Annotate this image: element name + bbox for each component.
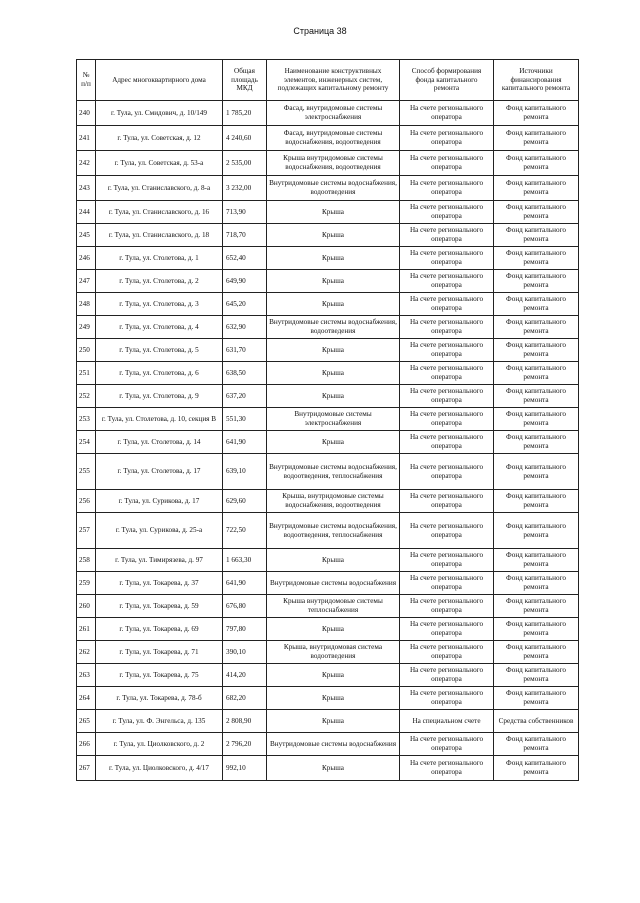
- cell-method: На счете регионального оператора: [400, 201, 494, 224]
- table-row: [77, 339, 579, 362]
- cell-method: На счете регионального оператора: [400, 431, 494, 454]
- cell-num: 251: [77, 362, 96, 385]
- cell-source: Фонд капитального ремонта: [494, 431, 579, 454]
- cell-num: 259: [77, 572, 96, 595]
- cell-method: На счете регионального оператора: [400, 549, 494, 572]
- cell-num: 255: [77, 454, 96, 490]
- cell-address: г. Тула, ул. Столетова, д. 1: [96, 247, 223, 270]
- cell-address: г. Тула, ул. Станиславского, д. 8-а: [96, 176, 223, 201]
- cell-source: Фонд капитального ремонта: [494, 664, 579, 687]
- cell-address: г. Тула, ул. Советская, д. 53-а: [96, 151, 223, 176]
- cell-area: 551,30: [223, 408, 267, 431]
- cell-source: Фонд капитального ремонта: [494, 454, 579, 490]
- cell-num: 261: [77, 618, 96, 641]
- cell-area: 676,80: [223, 595, 267, 618]
- cell-method: На счете регионального оператора: [400, 572, 494, 595]
- cell-address: г. Тула, ул. Советская, д. 12: [96, 126, 223, 151]
- table-row: [77, 756, 579, 781]
- cell-elements: Внутридомовые системы водоснабжения: [267, 572, 400, 595]
- table-row: [77, 595, 579, 618]
- header-elements: Наименование конструктивных элементов, инженерных систем, подлежащих капитальному ремонту: [267, 60, 400, 101]
- cell-area: 645,20: [223, 293, 267, 316]
- cell-address: г. Тула, ул. Столетова, д. 5: [96, 339, 223, 362]
- cell-method: На счете регионального оператора: [400, 339, 494, 362]
- cell-source: Фонд капитального ремонта: [494, 316, 579, 339]
- cell-source: Фонд капитального ремонта: [494, 362, 579, 385]
- table-row: [77, 408, 579, 431]
- table-row: [77, 247, 579, 270]
- cell-source: Фонд капитального ремонта: [494, 201, 579, 224]
- cell-num: 262: [77, 641, 96, 664]
- cell-source: Фонд капитального ремонта: [494, 513, 579, 549]
- cell-source: Фонд капитального ремонта: [494, 151, 579, 176]
- table-row: [77, 572, 579, 595]
- cell-area: 638,50: [223, 362, 267, 385]
- cell-num: 247: [77, 270, 96, 293]
- header-address: Адрес многоквартирного дома: [96, 60, 223, 101]
- cell-method: На счете регионального оператора: [400, 224, 494, 247]
- table-row: [77, 101, 579, 126]
- cell-num: 248: [77, 293, 96, 316]
- cell-area: 631,70: [223, 339, 267, 362]
- cell-method: На счете регионального оператора: [400, 641, 494, 664]
- table-row: [77, 664, 579, 687]
- cell-num: 252: [77, 385, 96, 408]
- cell-num: 257: [77, 513, 96, 549]
- cell-area: 718,70: [223, 224, 267, 247]
- cell-elements: Внутридомовые системы водоснабжения: [267, 733, 400, 756]
- cell-num: 253: [77, 408, 96, 431]
- cell-method: На счете регионального оператора: [400, 595, 494, 618]
- cell-address: г. Тула, ул. Столетова, д. 6: [96, 362, 223, 385]
- cell-num: 265: [77, 710, 96, 733]
- cell-source: Фонд капитального ремонта: [494, 408, 579, 431]
- cell-num: 249: [77, 316, 96, 339]
- cell-area: 1 785,20: [223, 101, 267, 126]
- cell-address: г. Тула, ул. Циолковского, д. 2: [96, 733, 223, 756]
- cell-area: 3 232,00: [223, 176, 267, 201]
- cell-method: На счете регионального оператора: [400, 126, 494, 151]
- table-row: [77, 641, 579, 664]
- cell-elements: Крыша: [267, 247, 400, 270]
- cell-area: 4 240,60: [223, 126, 267, 151]
- cell-area: 641,90: [223, 572, 267, 595]
- cell-elements: Крыша: [267, 687, 400, 710]
- cell-source: Фонд капитального ремонта: [494, 618, 579, 641]
- table-row: [77, 733, 579, 756]
- table-row: [77, 176, 579, 201]
- cell-elements: Внутридомовые системы электроснабжения: [267, 408, 400, 431]
- table-row: [77, 362, 579, 385]
- cell-num: 267: [77, 756, 96, 781]
- cell-method: На счете регионального оператора: [400, 454, 494, 490]
- header-source: Источники финансирования капитального ремонта: [494, 60, 579, 101]
- cell-area: 637,20: [223, 385, 267, 408]
- cell-address: г. Тула, ул. Токарева, д. 75: [96, 664, 223, 687]
- cell-elements: Крыша: [267, 385, 400, 408]
- cell-elements: Внутридомовые системы водоснабжения, водоотведения, теплоснабжения: [267, 513, 400, 549]
- cell-method: На счете регионального оператора: [400, 687, 494, 710]
- cell-address: г. Тула, ул. Столетова, д. 14: [96, 431, 223, 454]
- cell-elements: Внутридомовые системы водоснабжения, водоотведения, теплоснабжения: [267, 454, 400, 490]
- table-row: [77, 454, 579, 490]
- cell-address: г. Тула, ул. Ф. Энгельса, д. 135: [96, 710, 223, 733]
- table-row: [77, 270, 579, 293]
- cell-address: г. Тула, ул. Столетова, д. 17: [96, 454, 223, 490]
- cell-method: На счете регионального оператора: [400, 756, 494, 781]
- cell-method: На счете регионального оператора: [400, 664, 494, 687]
- cell-num: 243: [77, 176, 96, 201]
- table-row: [77, 490, 579, 513]
- cell-area: 1 663,30: [223, 549, 267, 572]
- cell-address: г. Тула, ул. Токарева, д. 69: [96, 618, 223, 641]
- cell-area: 414,20: [223, 664, 267, 687]
- cell-elements: Крыша: [267, 224, 400, 247]
- cell-source: Фонд капитального ремонта: [494, 247, 579, 270]
- cell-address: г. Тула, ул. Столетова, д. 2: [96, 270, 223, 293]
- cell-elements: Крыша внутридомовые системы теплоснабжения: [267, 595, 400, 618]
- cell-num: 263: [77, 664, 96, 687]
- table-row: [77, 385, 579, 408]
- cell-num: 254: [77, 431, 96, 454]
- cell-address: г. Тула, ул. Циолковского, д. 4/17: [96, 756, 223, 781]
- cell-area: 639,10: [223, 454, 267, 490]
- cell-method: На специальном счете: [400, 710, 494, 733]
- cell-address: г. Тула, ул. Сурикова, д. 25-а: [96, 513, 223, 549]
- cell-area: 2 535,00: [223, 151, 267, 176]
- cell-method: На счете регионального оператора: [400, 618, 494, 641]
- cell-method: На счете регионального оператора: [400, 513, 494, 549]
- cell-elements: Крыша: [267, 431, 400, 454]
- header-method: Способ формирования фонда капитального ремонта: [400, 60, 494, 101]
- cell-address: г. Тула, ул. Столетова, д. 10, секция В: [96, 408, 223, 431]
- cell-area: 390,10: [223, 641, 267, 664]
- cell-method: На счете регионального оператора: [400, 362, 494, 385]
- cell-elements: Крыша: [267, 362, 400, 385]
- cell-elements: Внутридомовые системы водоснабжения, водоотведения: [267, 316, 400, 339]
- cell-num: 250: [77, 339, 96, 362]
- cell-method: На счете регионального оператора: [400, 385, 494, 408]
- table-row: [77, 710, 579, 733]
- cell-elements: Крыша внутридомовые системы водоснабжения, водоотведения: [267, 151, 400, 176]
- table-row: [77, 431, 579, 454]
- cell-num: 240: [77, 101, 96, 126]
- cell-elements: Крыша: [267, 201, 400, 224]
- cell-address: г. Тула, ул. Столетова, д. 9: [96, 385, 223, 408]
- cell-elements: Крыша: [267, 710, 400, 733]
- cell-source: Фонд капитального ремонта: [494, 595, 579, 618]
- cell-method: На счете регионального оператора: [400, 316, 494, 339]
- table-row: [77, 224, 579, 247]
- cell-source: Фонд капитального ремонта: [494, 756, 579, 781]
- header-num: № п/п: [77, 60, 96, 101]
- table-row: [77, 151, 579, 176]
- cell-source: Фонд капитального ремонта: [494, 490, 579, 513]
- cell-source: Фонд капитального ремонта: [494, 572, 579, 595]
- cell-method: На счете регионального оператора: [400, 490, 494, 513]
- header-area: Общая площадь МКД: [223, 60, 267, 101]
- cell-elements: Крыша: [267, 270, 400, 293]
- cell-num: 242: [77, 151, 96, 176]
- cell-num: 241: [77, 126, 96, 151]
- cell-source: Фонд капитального ремонта: [494, 176, 579, 201]
- cell-elements: Крыша, внутридомовая система водоотведения: [267, 641, 400, 664]
- cell-source: Фонд капитального ремонта: [494, 339, 579, 362]
- cell-num: 264: [77, 687, 96, 710]
- cell-address: г. Тула, ул. Станиславского, д. 18: [96, 224, 223, 247]
- cell-elements: Крыша, внутридомовые системы водоснабжения, водоотведения: [267, 490, 400, 513]
- cell-elements: Внутридомовые системы водоснабжения, водоотведения: [267, 176, 400, 201]
- cell-method: На счете регионального оператора: [400, 270, 494, 293]
- cell-elements: Крыша: [267, 756, 400, 781]
- table-row: [77, 618, 579, 641]
- table-row: [77, 126, 579, 151]
- cell-source: Средства собственников: [494, 710, 579, 733]
- cell-method: На счете регионального оператора: [400, 408, 494, 431]
- cell-num: 256: [77, 490, 96, 513]
- cell-area: 652,40: [223, 247, 267, 270]
- cell-address: г. Тула, ул. Токарева, д. 78-б: [96, 687, 223, 710]
- cell-method: На счете регионального оператора: [400, 247, 494, 270]
- table-row: [77, 513, 579, 549]
- cell-address: г. Тула, ул. Токарева, д. 59: [96, 595, 223, 618]
- table-row: [77, 549, 579, 572]
- cell-num: 244: [77, 201, 96, 224]
- cell-source: Фонд капитального ремонта: [494, 126, 579, 151]
- cell-source: Фонд капитального ремонта: [494, 385, 579, 408]
- cell-area: 992,10: [223, 756, 267, 781]
- cell-source: Фонд капитального ремонта: [494, 224, 579, 247]
- cell-area: 629,60: [223, 490, 267, 513]
- cell-elements: Фасад, внутридомовые системы водоснабжения, водоотведения: [267, 126, 400, 151]
- cell-area: 722,50: [223, 513, 267, 549]
- table-body: [77, 101, 579, 781]
- cell-area: 649,90: [223, 270, 267, 293]
- page-number: Страница 38: [293, 26, 347, 36]
- cell-source: Фонд капитального ремонта: [494, 733, 579, 756]
- cell-address: г. Тула, ул. Столетова, д. 3: [96, 293, 223, 316]
- table-row: [77, 293, 579, 316]
- cell-elements: Крыша: [267, 339, 400, 362]
- cell-source: Фонд капитального ремонта: [494, 293, 579, 316]
- cell-method: На счете регионального оператора: [400, 293, 494, 316]
- cell-method: На счете регионального оператора: [400, 101, 494, 126]
- cell-source: Фонд капитального ремонта: [494, 549, 579, 572]
- cell-area: 641,90: [223, 431, 267, 454]
- cell-area: 797,80: [223, 618, 267, 641]
- cell-elements: Крыша: [267, 549, 400, 572]
- table-row: [77, 316, 579, 339]
- cell-area: 713,90: [223, 201, 267, 224]
- cell-source: Фонд капитального ремонта: [494, 270, 579, 293]
- cell-source: Фонд капитального ремонта: [494, 687, 579, 710]
- cell-method: На счете регионального оператора: [400, 176, 494, 201]
- cell-num: 245: [77, 224, 96, 247]
- cell-address: г. Тула, ул. Сурикова, д. 17: [96, 490, 223, 513]
- cell-address: г. Тула, ул. Столетова, д. 4: [96, 316, 223, 339]
- cell-address: г. Тула, ул. Тимирязева, д. 97: [96, 549, 223, 572]
- cell-num: 260: [77, 595, 96, 618]
- cell-source: Фонд капитального ремонта: [494, 101, 579, 126]
- cell-address: г. Тула, ул. Смидович, д. 10/149: [96, 101, 223, 126]
- table-row: [77, 687, 579, 710]
- cell-elements: Крыша: [267, 664, 400, 687]
- cell-source: Фонд капитального ремонта: [494, 641, 579, 664]
- cell-elements: Фасад, внутридомовые системы электроснабжения: [267, 101, 400, 126]
- table-header-row: [77, 60, 579, 101]
- repair-program-table: [76, 59, 579, 781]
- cell-num: 266: [77, 733, 96, 756]
- cell-address: г. Тула, ул. Станиславского, д. 16: [96, 201, 223, 224]
- cell-area: 2 808,90: [223, 710, 267, 733]
- cell-address: г. Тула, ул. Токарева, д. 37: [96, 572, 223, 595]
- cell-num: 258: [77, 549, 96, 572]
- table-row: [77, 201, 579, 224]
- cell-area: 682,20: [223, 687, 267, 710]
- cell-method: На счете регионального оператора: [400, 733, 494, 756]
- cell-area: 632,90: [223, 316, 267, 339]
- cell-method: На счете регионального оператора: [400, 151, 494, 176]
- cell-area: 2 796,20: [223, 733, 267, 756]
- cell-elements: Крыша: [267, 618, 400, 641]
- cell-elements: Крыша: [267, 293, 400, 316]
- cell-num: 246: [77, 247, 96, 270]
- cell-address: г. Тула, ул. Токарева, д. 71: [96, 641, 223, 664]
